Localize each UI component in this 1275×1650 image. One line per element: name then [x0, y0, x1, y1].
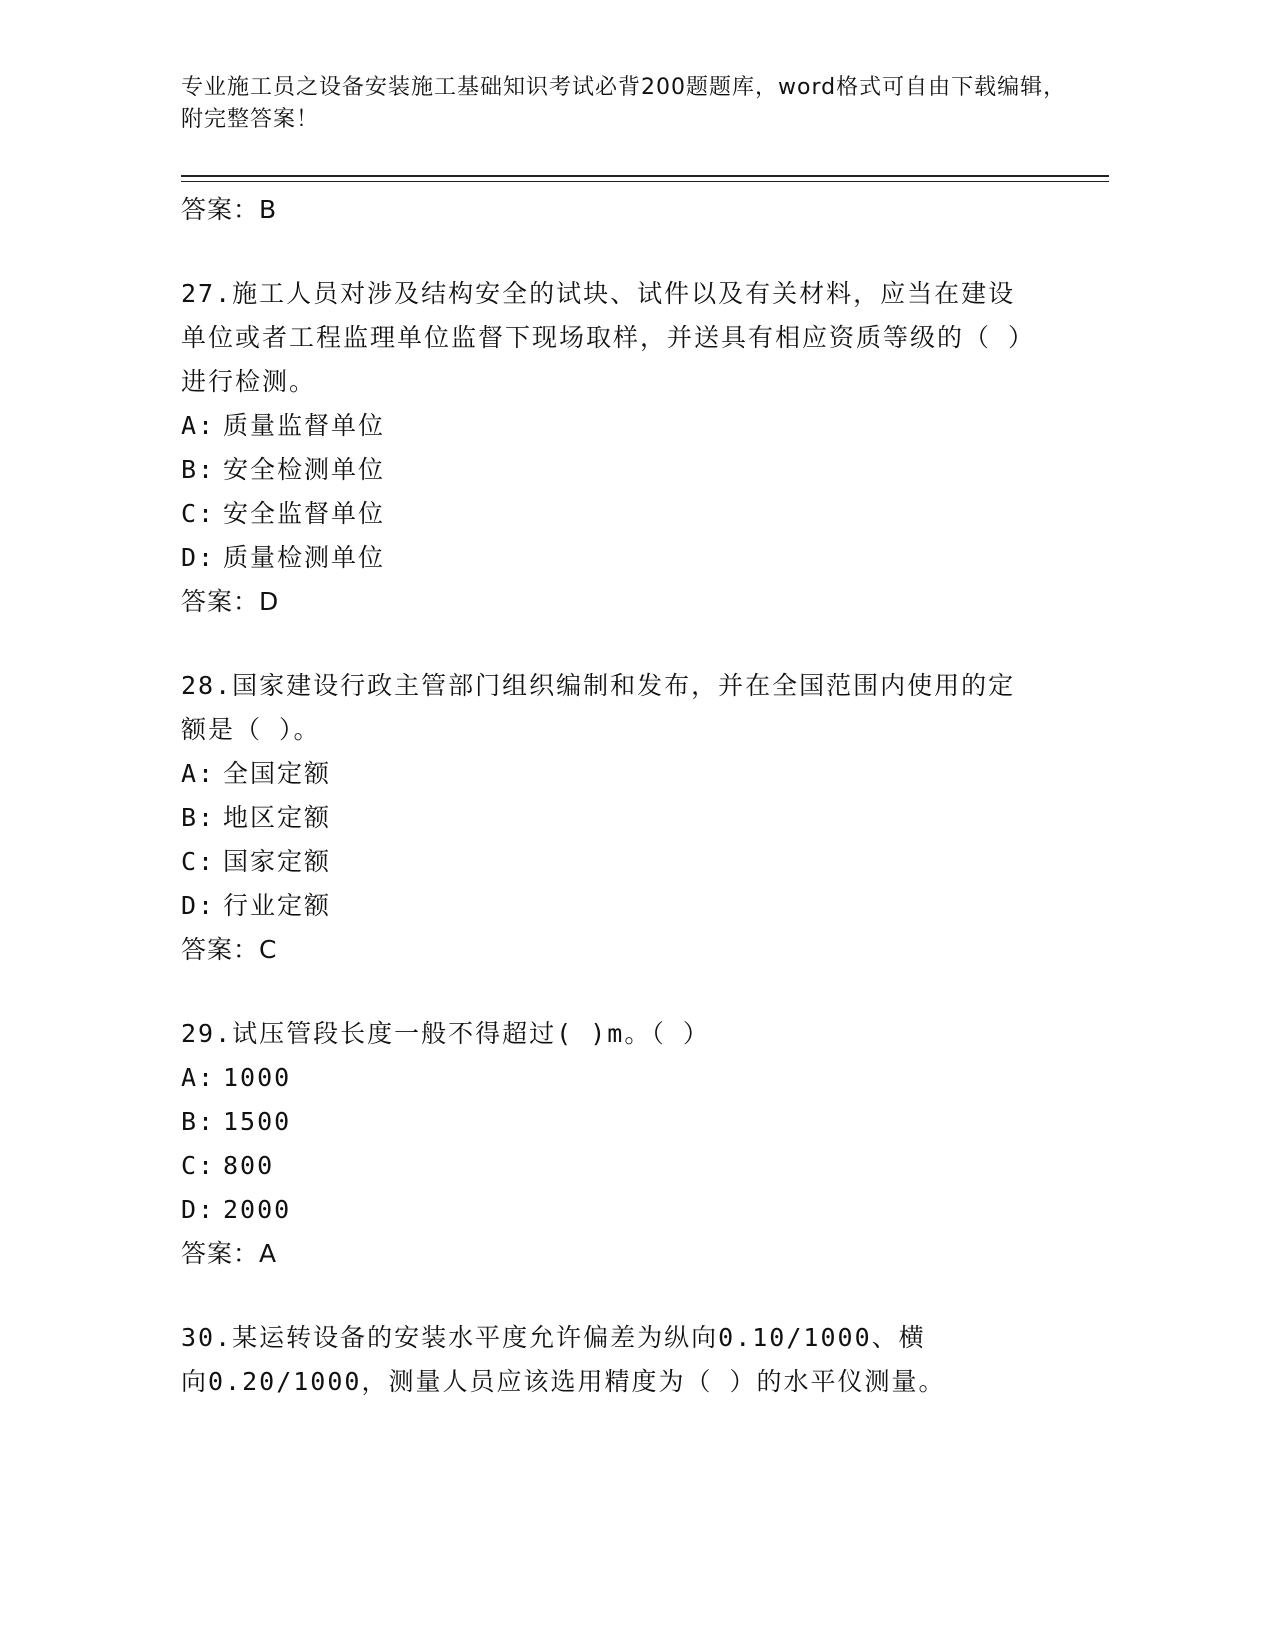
option-d — [181, 1188, 1031, 1232]
question-text: 30.某运转设备的安装水平度允许偏差为纵向0.10/1000、横向0.20/1000，测量人员应该选用精度为（ ）的水平仪测量。 — [181, 1323, 946, 1396]
option-c — [181, 1144, 1031, 1188]
option-text: 1000 — [223, 1063, 292, 1092]
option-c — [181, 840, 1031, 884]
header-divider-thick — [181, 175, 1109, 177]
question-text: 29.试压管段长度一般不得超过( )m。（ ） — [181, 1019, 710, 1048]
answer-line: 答案：A — [181, 1239, 278, 1268]
option-text: 安全监督单位 — [223, 499, 386, 528]
question-29 — [181, 1012, 1031, 1276]
option-text: 质量监督单位 — [223, 411, 386, 440]
option-letter: D: — [181, 543, 216, 572]
option-text: 全国定额 — [223, 759, 332, 788]
option-c — [181, 492, 1031, 536]
option-letter: B: — [181, 455, 216, 484]
option-letter: A: — [181, 759, 216, 788]
option-letter: D: — [181, 891, 216, 920]
option-b — [181, 448, 1031, 492]
option-text: 行业定额 — [223, 891, 332, 920]
question-30 — [181, 1316, 951, 1404]
option-letter: B: — [181, 1107, 216, 1136]
option-letter: C: — [181, 499, 216, 528]
header-divider-thin — [181, 181, 1109, 182]
option-text: 国家定额 — [223, 847, 332, 876]
option-text: 1500 — [223, 1107, 292, 1136]
option-a — [181, 752, 1031, 796]
option-letter: C: — [181, 1151, 216, 1180]
option-a — [181, 404, 1031, 448]
option-b — [181, 1100, 1031, 1144]
question-28 — [181, 664, 1031, 972]
document-header: 专业施工员之设备安装施工基础知识考试必背200题题库，word格式可自由下载编辑，附完整答案！ — [181, 75, 1067, 132]
answer-line: 答案：D — [181, 587, 280, 616]
document-body — [181, 188, 1081, 1404]
option-b — [181, 796, 1031, 840]
option-letter: C: — [181, 847, 216, 876]
option-text: 2000 — [223, 1195, 292, 1224]
option-d — [181, 536, 1031, 580]
question-27 — [181, 272, 1031, 624]
option-d — [181, 884, 1031, 928]
option-letter: D: — [181, 1195, 216, 1224]
option-letter: A: — [181, 411, 216, 440]
question-text: 27.施工人员对涉及结构安全的试块、试件以及有关材料，应当在建设单位或者工程监理单位监督下现场取样，并送具有相应资质等级的（ ）进行检测。 — [181, 279, 1023, 396]
option-text: 安全检测单位 — [223, 455, 386, 484]
question-text: 28.国家建设行政主管部门组织编制和发布，并在全国范围内使用的定额是（ ）。 — [181, 671, 1016, 744]
previous-answer: 答案：B — [181, 195, 278, 224]
option-text: 地区定额 — [223, 803, 332, 832]
option-letter: A: — [181, 1063, 216, 1092]
answer-line: 答案：C — [181, 935, 278, 964]
option-text: 800 — [223, 1151, 275, 1180]
option-letter: B: — [181, 803, 216, 832]
option-text: 质量检测单位 — [223, 543, 386, 572]
option-a — [181, 1056, 1031, 1100]
